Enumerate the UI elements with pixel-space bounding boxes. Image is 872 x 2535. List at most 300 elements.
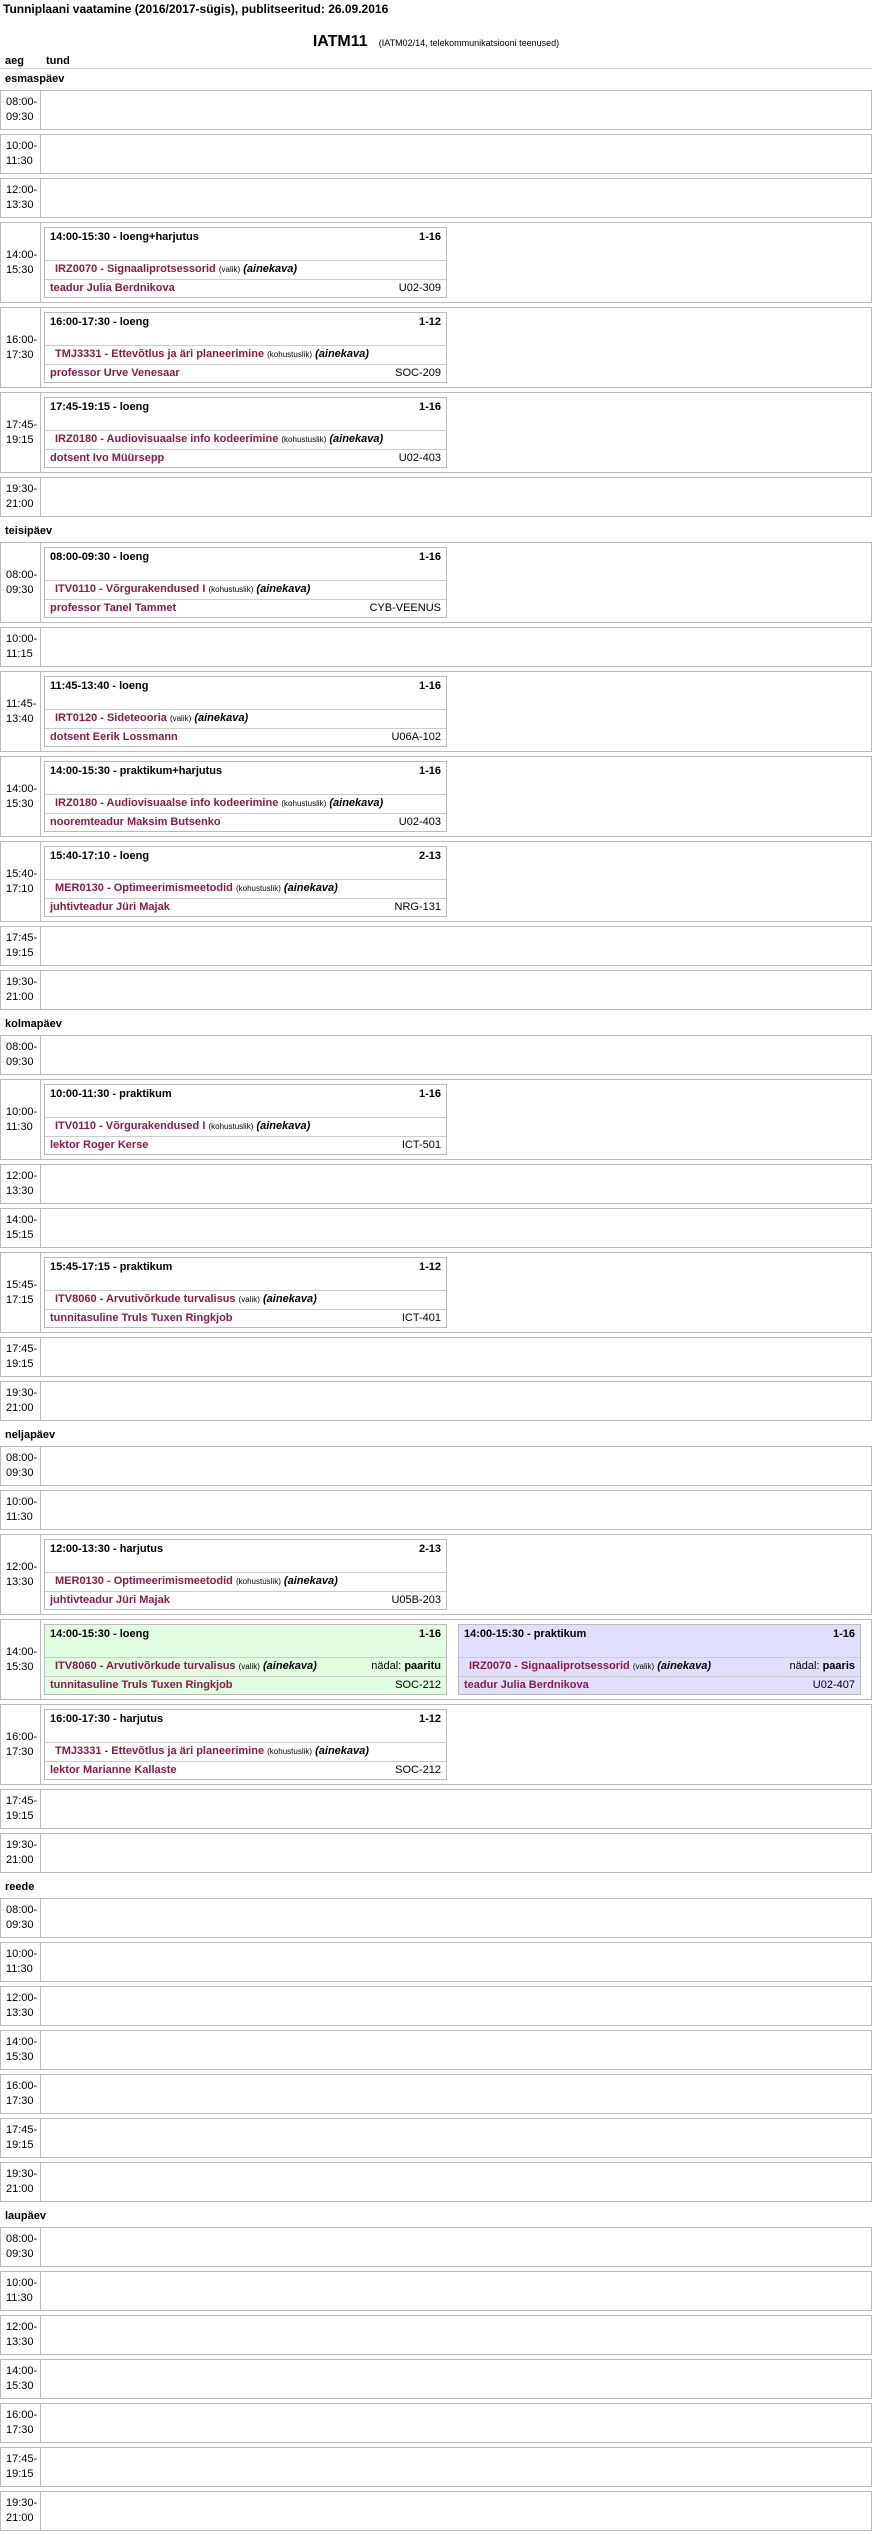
slot-content	[41, 2228, 871, 2266]
time-range	[6, 2035, 37, 2065]
event-spacer	[45, 1731, 446, 1742]
time-slot-row	[0, 2403, 872, 2443]
slot-content	[41, 971, 871, 1009]
time-range	[6, 2123, 37, 2153]
time-slot-row	[0, 2359, 872, 2399]
time-end: 19:15	[6, 1810, 34, 1822]
event-weeks: 1-16	[418, 231, 441, 243]
time-slot-row	[0, 970, 872, 1010]
subject-link[interactable]: IRT0120 - Sideteooria	[55, 712, 167, 724]
time-start: 12:00-	[6, 1170, 38, 1182]
slot-content	[41, 2404, 871, 2442]
time-slot-row	[0, 2271, 872, 2311]
subject-kind: (kohustuslik)	[267, 1747, 313, 1756]
teacher-link[interactable]: teadur Julia Berdnikova	[50, 282, 175, 294]
event-weeks: 2-13	[418, 1543, 441, 1555]
time-start: 19:30-	[6, 2497, 38, 2509]
event-header	[45, 398, 446, 419]
time-cell	[1, 1491, 41, 1529]
event-subject-row	[45, 1742, 446, 1761]
ainekava-link[interactable]: (ainekava)	[243, 263, 298, 275]
slot-content	[41, 2316, 871, 2354]
time-slot-row	[0, 1337, 872, 1377]
event-header	[45, 228, 446, 249]
time-range	[6, 1451, 37, 1481]
time-end: 15:30	[6, 2380, 34, 2392]
teacher-link[interactable]: juhtivteadur Jüri Majak	[50, 1594, 170, 1606]
group-description: (IATM02/14, telekommunikatsiooni teenused)	[378, 38, 560, 48]
teacher-link[interactable]: tunnitasuline Truls Tuxen Ringkjob	[50, 1312, 233, 1324]
time-cell	[1, 1036, 41, 1074]
time-slot-row	[0, 671, 872, 752]
subject-kind: (valik)	[238, 1662, 260, 1671]
room-label: NRG-131	[394, 901, 441, 913]
time-end: 17:30	[6, 2424, 34, 2436]
ainekava-link[interactable]: (ainekava)	[194, 712, 249, 724]
time-range	[6, 782, 37, 812]
event-subject-row	[45, 1657, 446, 1676]
time-start: 17:45-	[6, 2124, 38, 2136]
time-slot-row	[0, 134, 872, 174]
time-end: 15:15	[6, 1229, 34, 1241]
ainekava-link[interactable]: (ainekava)	[283, 882, 338, 894]
time-cell	[1, 1209, 41, 1247]
time-start: 17:45-	[6, 418, 38, 431]
time-cell	[1, 2360, 41, 2398]
event-time-type: 14:00-15:30 - loeng	[50, 1628, 150, 1640]
time-slot-row	[0, 1035, 872, 1075]
time-range	[6, 1495, 37, 1525]
event-time-type: 15:40-17:10 - loeng	[50, 850, 150, 862]
event-subject-group	[55, 433, 383, 449]
event-teacher-row	[45, 599, 446, 617]
event-teacher-row	[45, 364, 446, 382]
event-card	[44, 1624, 447, 1695]
event-header	[45, 1085, 446, 1106]
time-end: 15:30	[6, 1660, 34, 1673]
slot-content	[41, 1620, 871, 1699]
time-slot-row	[0, 1208, 872, 1248]
subject-link[interactable]: TMJ3331 - Ettevõtlus ja äri planeerimine	[55, 348, 265, 360]
time-end: 13:30	[6, 199, 34, 211]
event-weeks: 1-16	[418, 680, 441, 692]
time-slot-row	[0, 2227, 872, 2267]
slot-content	[41, 1491, 871, 1529]
slot-content	[41, 1080, 871, 1159]
time-start: 16:00-	[6, 2409, 38, 2421]
time-start: 14:00-	[6, 1645, 38, 1658]
slot-content	[41, 672, 871, 751]
time-range	[6, 1560, 37, 1590]
time-range	[6, 95, 37, 125]
time-slot-row	[0, 1833, 872, 1873]
time-start: 10:00-	[6, 2277, 38, 2289]
event-teacher-row	[45, 1761, 446, 1779]
event-header	[45, 677, 446, 698]
time-cell	[1, 1943, 41, 1981]
ainekava-link[interactable]: (ainekava)	[315, 1745, 369, 1757]
event-time-type: 16:00-17:30 - loeng	[50, 316, 150, 328]
time-range	[6, 183, 37, 213]
event-time-type: 14:00-15:30 - praktikum	[464, 1628, 587, 1640]
column-aeg: aeg	[5, 55, 24, 67]
time-start: 08:00-	[6, 96, 38, 108]
time-range	[6, 418, 37, 448]
subject-link[interactable]: ITV0110 - Võrgurakendused I	[55, 583, 206, 595]
ainekava-link[interactable]: (ainekava)	[657, 1660, 712, 1672]
subject-kind: (kohustuslik)	[235, 884, 281, 893]
event-weeks: 1-16	[832, 1628, 855, 1640]
column-tund: tund	[46, 55, 70, 67]
event-time-type: 14:00-15:30 - praktikum+harjutus	[50, 765, 223, 777]
slot-content	[41, 1943, 871, 1981]
time-end: 19:15	[6, 433, 34, 446]
event-teacher-row	[45, 898, 446, 916]
day-label: kolmapäev	[5, 1018, 62, 1030]
event-weeks: 1-12	[418, 316, 441, 328]
event-card	[44, 1539, 447, 1610]
time-range	[6, 931, 37, 961]
event-card	[44, 1084, 447, 1155]
event-subject-row	[45, 345, 446, 364]
time-slot-row	[0, 926, 872, 966]
slot-content	[41, 223, 871, 302]
subject-kind: (kohustuslik)	[208, 1122, 254, 1131]
subject-link[interactable]: IRZ0070 - Signaaliprotsessorid	[469, 1660, 630, 1672]
event-teacher-row	[45, 1676, 446, 1694]
subject-kind: (kohustuslik)	[281, 435, 327, 444]
subject-link[interactable]: IRZ0070 - Signaaliprotsessorid	[55, 263, 216, 275]
time-start: 08:00-	[6, 1904, 38, 1916]
time-cell	[1, 91, 41, 129]
event-subject-row	[459, 1657, 860, 1676]
slot-content	[41, 2031, 871, 2069]
event-time-type: 11:45-13:40 - loeng	[50, 680, 149, 692]
event-spacer	[45, 334, 446, 345]
time-range	[6, 2167, 37, 2197]
event-subject-group	[55, 1575, 338, 1591]
subject-link[interactable]: IRZ0180 - Audiovisuaalse info kodeerimine	[55, 433, 279, 445]
time-end: 19:15	[6, 2139, 34, 2151]
event-spacer	[45, 1279, 446, 1290]
time-range	[6, 632, 37, 662]
subject-kind: (kohustuslik)	[208, 585, 254, 594]
time-start: 15:45-	[6, 1278, 38, 1291]
event-card	[44, 227, 447, 298]
time-cell	[1, 757, 41, 836]
event-subject-row	[45, 794, 446, 813]
subject-kind: (valik)	[169, 714, 192, 723]
ainekava-link[interactable]: (ainekava)	[256, 1120, 311, 1132]
event-subject-group	[55, 1660, 317, 1676]
time-range	[6, 1213, 37, 1243]
time-slot-row	[0, 307, 872, 388]
time-end: 13:30	[6, 1575, 34, 1588]
event-teacher-row	[45, 279, 446, 297]
room-label: U02-403	[398, 816, 441, 828]
time-cell	[1, 223, 41, 302]
ainekava-link[interactable]: (ainekava)	[263, 1660, 317, 1672]
time-end: 21:00	[6, 498, 34, 510]
time-slot-row	[0, 841, 872, 922]
time-slot-row	[0, 1079, 872, 1160]
time-cell	[1, 2119, 41, 2157]
teacher-link[interactable]: dotsent Ivo Müürsepp	[50, 452, 165, 464]
time-cell	[1, 1382, 41, 1420]
room-label: SOC-212	[395, 1764, 441, 1776]
time-end: 09:30	[6, 2248, 34, 2260]
time-slot-row	[0, 392, 872, 473]
time-end: 17:30	[6, 2095, 34, 2107]
slot-content	[41, 927, 871, 965]
time-end: 15:30	[6, 797, 34, 810]
subject-link[interactable]: TMJ3331 - Ettevõtlus ja äri planeerimine	[55, 1745, 265, 1757]
time-start: 17:45-	[6, 932, 38, 944]
teacher-link[interactable]: professor Urve Venesaar	[50, 367, 180, 379]
event-subject-group	[55, 797, 383, 813]
slot-content	[41, 91, 871, 129]
time-slot-row	[0, 2162, 872, 2202]
time-cell	[1, 842, 41, 921]
event-time-type: 14:00-15:30 - loeng+harjutus	[50, 231, 199, 243]
event-subject-group	[55, 263, 297, 279]
ainekava-link[interactable]: (ainekava)	[315, 348, 369, 360]
event-weeks: 1-12	[418, 1713, 441, 1725]
subject-kind: (kohustuslik)	[267, 350, 313, 359]
time-start: 10:00-	[6, 1105, 38, 1118]
time-end: 13:30	[6, 2007, 34, 2019]
time-slot-row	[0, 222, 872, 303]
time-cell	[1, 478, 41, 516]
event-weeks: 2-13	[418, 850, 441, 862]
time-start: 19:30-	[6, 976, 38, 988]
slot-content	[41, 1987, 871, 2025]
teacher-link[interactable]: lektor Marianne Kallaste	[50, 1764, 177, 1776]
time-cell	[1, 971, 41, 1009]
event-weeks: 1-16	[418, 765, 441, 777]
day-label: neljapäev	[5, 1429, 56, 1441]
time-start: 14:00-	[6, 248, 38, 261]
event-subject-group	[55, 1293, 317, 1309]
event-header	[45, 847, 446, 868]
time-cell	[1, 1253, 41, 1332]
event-teacher-row	[45, 813, 446, 831]
subject-link[interactable]: IRZ0180 - Audiovisuaalse info kodeerimine	[55, 797, 279, 809]
time-end: 17:10	[6, 882, 34, 895]
time-end: 09:30	[6, 1467, 34, 1479]
time-cell	[1, 2316, 41, 2354]
slot-content	[41, 2272, 871, 2310]
slot-content	[41, 842, 871, 921]
time-range	[6, 1794, 37, 1824]
time-start: 10:00-	[6, 633, 38, 645]
event-teacher-row	[459, 1676, 860, 1694]
day-label: laupäev	[5, 2210, 46, 2222]
event-spacer	[459, 1646, 860, 1657]
time-end: 13:40	[6, 712, 34, 725]
event-spacer	[45, 419, 446, 430]
event-header	[45, 1625, 446, 1646]
teacher-link[interactable]: dotsent Eerik Lossmann	[50, 731, 178, 743]
time-end: 09:30	[6, 583, 34, 596]
slot-content	[41, 2448, 871, 2486]
time-start: 16:00-	[6, 333, 38, 346]
event-card	[44, 1257, 447, 1328]
slot-content	[41, 393, 871, 472]
event-header	[45, 1258, 446, 1279]
time-range	[6, 1342, 37, 1372]
time-range	[6, 1278, 37, 1308]
time-cell	[1, 1535, 41, 1614]
time-slot-row	[0, 1898, 872, 1938]
time-end: 13:30	[6, 1185, 34, 1197]
subject-link[interactable]: ITV8060 - Arvutivõrkude turvalisus	[55, 1660, 236, 1672]
time-slot-row	[0, 1446, 872, 1486]
slot-content	[41, 1447, 871, 1485]
event-weeks: 1-16	[418, 1628, 441, 1640]
ainekava-link[interactable]: (ainekava)	[256, 583, 311, 595]
subject-link[interactable]: ITV8060 - Arvutivõrkude turvalisus	[55, 1293, 236, 1305]
subject-kind: (valik)	[632, 1662, 655, 1671]
ainekava-link[interactable]: (ainekava)	[283, 1575, 338, 1587]
time-end: 09:30	[6, 111, 34, 123]
event-time-type: 15:45-17:15 - praktikum	[50, 1261, 173, 1273]
time-start: 10:00-	[6, 1948, 38, 1960]
time-cell	[1, 628, 41, 666]
time-start: 08:00-	[6, 2233, 38, 2245]
subject-kind: (kohustuslik)	[235, 1577, 281, 1586]
event-time-type: 16:00-17:30 - harjutus	[50, 1713, 164, 1725]
event-spacer	[45, 868, 446, 879]
event-spacer	[45, 698, 446, 709]
room-label: SOC-209	[395, 367, 441, 379]
event-subject-group	[55, 1745, 369, 1761]
time-slot-row	[0, 2315, 872, 2355]
ainekava-link[interactable]: (ainekava)	[329, 797, 384, 809]
ainekava-link[interactable]: (ainekava)	[263, 1293, 317, 1305]
event-time-type: 12:00-13:30 - harjutus	[50, 1543, 164, 1555]
slot-content	[41, 1036, 871, 1074]
event-spacer	[45, 249, 446, 260]
teacher-link[interactable]: nooremteadur Maksim Butsenko	[50, 816, 221, 828]
group-name: IATM11	[312, 33, 368, 50]
slot-content	[41, 135, 871, 173]
room-label: U02-403	[398, 452, 441, 464]
ainekava-link[interactable]: (ainekava)	[329, 433, 384, 445]
time-cell	[1, 1834, 41, 1872]
event-header	[45, 1540, 446, 1561]
room-label: CYB-VEENUS	[369, 602, 441, 614]
teacher-link[interactable]: lektor Roger Kerse	[50, 1139, 149, 1151]
room-label: U06A-102	[391, 731, 441, 743]
time-slot-row	[0, 756, 872, 837]
time-start: 12:00-	[6, 184, 38, 196]
teacher-link[interactable]: professor Tanel Tammet	[50, 602, 177, 614]
time-slot-row	[0, 1704, 872, 1785]
time-start: 15:40-	[6, 867, 38, 880]
event-subject-row	[45, 260, 446, 279]
time-range	[6, 1991, 37, 2021]
time-range	[6, 2320, 37, 2350]
time-slot-row	[0, 1381, 872, 1421]
time-slot-row	[0, 2447, 872, 2487]
subject-link[interactable]: ITV0110 - Võrgurakendused I	[55, 1120, 206, 1132]
time-start: 08:00-	[6, 1452, 38, 1464]
week-parity	[371, 1660, 441, 1676]
time-range	[6, 1169, 37, 1199]
time-end: 19:15	[6, 1358, 34, 1370]
teacher-link[interactable]: tunnitasuline Truls Tuxen Ringkjob	[50, 1679, 233, 1691]
subject-link[interactable]: MER0130 - Optimeerimismeetodid	[55, 882, 233, 894]
week-parity	[790, 1660, 855, 1676]
time-start: 14:00-	[6, 1214, 38, 1226]
time-range	[6, 1947, 37, 1977]
time-start: 14:00-	[6, 2036, 38, 2048]
time-start: 12:00-	[6, 2321, 38, 2333]
time-range	[6, 2496, 37, 2526]
subject-kind: (kohustuslik)	[281, 799, 327, 808]
event-teacher-row	[45, 449, 446, 467]
event-card	[44, 676, 447, 747]
slot-content	[41, 308, 871, 387]
time-end: 15:30	[6, 263, 34, 276]
subject-link[interactable]: MER0130 - Optimeerimismeetodid	[55, 1575, 233, 1587]
time-range	[6, 697, 36, 727]
time-end: 11:30	[6, 1963, 33, 1975]
slot-content	[41, 1382, 871, 1420]
time-end: 21:00	[6, 991, 34, 1003]
event-time-type: 10:00-11:30 - praktikum	[50, 1088, 172, 1100]
event-card	[44, 846, 447, 917]
page-title: Tunniplaani vaatamine (2016/2017-sügis), publitseeritud: 26.09.2016	[3, 2, 389, 16]
time-start: 12:00-	[6, 1560, 38, 1573]
teacher-link[interactable]: juhtivteadur Jüri Majak	[50, 901, 170, 913]
teacher-link[interactable]: teadur Julia Berdnikova	[464, 1679, 589, 1691]
time-slot-row	[0, 1534, 872, 1615]
time-range	[6, 1040, 37, 1070]
event-header	[45, 762, 446, 783]
time-start: 16:00-	[6, 1730, 38, 1743]
event-time-type: 08:00-09:30 - loeng	[50, 551, 150, 563]
event-subject-row	[45, 430, 446, 449]
time-range	[6, 482, 37, 512]
time-cell	[1, 1987, 41, 2025]
time-slot-row	[0, 1252, 872, 1333]
slot-content	[41, 757, 871, 836]
time-slot-row	[0, 90, 872, 130]
time-cell	[1, 1790, 41, 1828]
week-label: nädal:	[371, 1660, 402, 1672]
time-start: 11:45-	[6, 697, 37, 710]
time-start: 14:00-	[6, 782, 38, 795]
time-cell	[1, 1447, 41, 1485]
event-weeks: 1-16	[418, 1088, 441, 1100]
slot-content	[41, 628, 871, 666]
time-slot-row	[0, 1619, 872, 1700]
event-spacer	[45, 569, 446, 580]
time-end: 13:30	[6, 2336, 34, 2348]
time-range	[6, 867, 37, 897]
time-cell	[1, 308, 41, 387]
time-cell	[1, 927, 41, 965]
time-range	[6, 1903, 37, 1933]
time-range	[6, 1386, 37, 1416]
slot-content	[41, 1535, 871, 1614]
time-cell	[1, 1899, 41, 1937]
slot-content	[41, 2075, 871, 2113]
time-start: 10:00-	[6, 140, 38, 152]
time-slot-row	[0, 2491, 872, 2531]
